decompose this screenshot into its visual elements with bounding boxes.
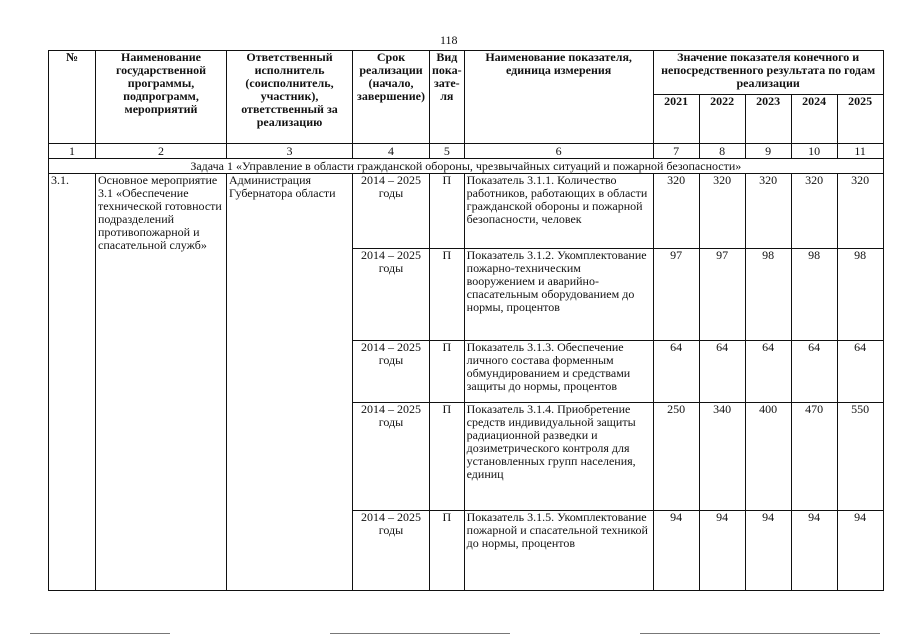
period-cell: 2014 – 2025 годы: [353, 403, 430, 511]
value-cell: 340: [699, 403, 745, 511]
scan-line: [330, 633, 510, 634]
column-number: 10: [791, 144, 837, 159]
header-period: Срок реализации (начало, завершение): [353, 51, 430, 144]
indicator-kind-cell: П: [430, 174, 465, 249]
indicator-name-cell: Показатель 3.1.5. Укомплектование пожарной и спасательной техникой до нормы, процентов: [464, 511, 653, 591]
header-year: 2021: [653, 95, 699, 144]
value-cell: 64: [745, 341, 791, 403]
header-indicator-name: Наименование показателя, единица измерения: [464, 51, 653, 144]
value-cell: 400: [745, 403, 791, 511]
value-cell: 550: [837, 403, 883, 511]
column-number: 8: [699, 144, 745, 159]
task-row: [49, 159, 884, 174]
header-year: 2025: [837, 95, 883, 144]
measure-executor: Администрация Губернатора области: [227, 174, 353, 591]
column-number: 1: [49, 144, 96, 159]
column-number: 7: [653, 144, 699, 159]
value-cell: 64: [791, 341, 837, 403]
value-cell: 94: [791, 511, 837, 591]
value-cell: 98: [745, 249, 791, 341]
value-cell: 94: [653, 511, 699, 591]
scan-edge-lines: [0, 625, 905, 640]
value-cell: 320: [699, 174, 745, 249]
indicator-name-cell: Показатель 3.1.1. Количество работников, работающих в области гражданской обороны и пожарной безопасности, человек: [464, 174, 653, 249]
column-number: 9: [745, 144, 791, 159]
header-year: 2023: [745, 95, 791, 144]
header-year: 2022: [699, 95, 745, 144]
page-number: 118: [440, 33, 458, 47]
value-cell: 320: [653, 174, 699, 249]
column-number: 2: [96, 144, 227, 159]
value-cell: 320: [791, 174, 837, 249]
value-cell: 470: [791, 403, 837, 511]
value-cell: 64: [653, 341, 699, 403]
column-number: 4: [353, 144, 430, 159]
column-number: 5: [430, 144, 465, 159]
header-values-group: Значение показателя конечного и непосредственного результата по годам реализации: [653, 51, 883, 95]
period-cell: 2014 – 2025 годы: [353, 249, 430, 341]
indicator-kind-cell: П: [430, 249, 465, 341]
scan-line: [640, 633, 880, 634]
value-cell: 94: [699, 511, 745, 591]
header-indicator-kind: Вид пока- зате- ля: [430, 51, 465, 144]
table-row: [49, 174, 884, 249]
header-no: №: [49, 51, 96, 144]
indicator-kind-cell: П: [430, 403, 465, 511]
header-executor: Ответственный исполнитель (соисполнитель, участник), ответственный за реализацию: [227, 51, 353, 144]
indicators-table: [48, 50, 884, 591]
value-cell: 98: [837, 249, 883, 341]
value-cell: 94: [745, 511, 791, 591]
value-cell: 97: [653, 249, 699, 341]
column-number: 11: [837, 144, 883, 159]
indicator-kind-cell: П: [430, 511, 465, 591]
value-cell: 94: [837, 511, 883, 591]
column-number: 6: [464, 144, 653, 159]
column-numbers-row: [49, 144, 884, 159]
indicator-name-cell: Показатель 3.1.4. Приобретение средств индивидуальной защиты радиационной разведки и дозиметрического контроля для установленных групп населения, единиц: [464, 403, 653, 511]
indicator-kind-cell: П: [430, 341, 465, 403]
task-title: Задача 1 «Управление в области гражданской обороны, чрезвычайных ситуаций и пожарной безопасности»: [49, 159, 884, 174]
value-cell: 98: [791, 249, 837, 341]
value-cell: 250: [653, 403, 699, 511]
value-cell: 97: [699, 249, 745, 341]
period-cell: 2014 – 2025 годы: [353, 511, 430, 591]
value-cell: 64: [699, 341, 745, 403]
measure-number: 3.1.: [49, 174, 96, 591]
scan-line: [30, 633, 170, 634]
period-cell: 2014 – 2025 годы: [353, 174, 430, 249]
header-program-name: Наименование государственной программы, подпрограмм, мероприятий: [96, 51, 227, 144]
value-cell: 320: [745, 174, 791, 249]
column-number: 3: [227, 144, 353, 159]
header-year: 2024: [791, 95, 837, 144]
indicator-name-cell: Показатель 3.1.2. Укомплектование пожарно-техническим вооружением и аварийно-спасательным оборудованием до нормы, процентов: [464, 249, 653, 341]
period-cell: 2014 – 2025 годы: [353, 341, 430, 403]
measure-name: Основное мероприятие 3.1 «Обеспечение технической готовности подразделений противопожарной и спасательной служб»: [96, 174, 227, 591]
indicator-name-cell: Показатель 3.1.3. Обеспечение личного состава форменным обмундированием и средствами защиты до нормы, процентов: [464, 341, 653, 403]
value-cell: 320: [837, 174, 883, 249]
value-cell: 64: [837, 341, 883, 403]
